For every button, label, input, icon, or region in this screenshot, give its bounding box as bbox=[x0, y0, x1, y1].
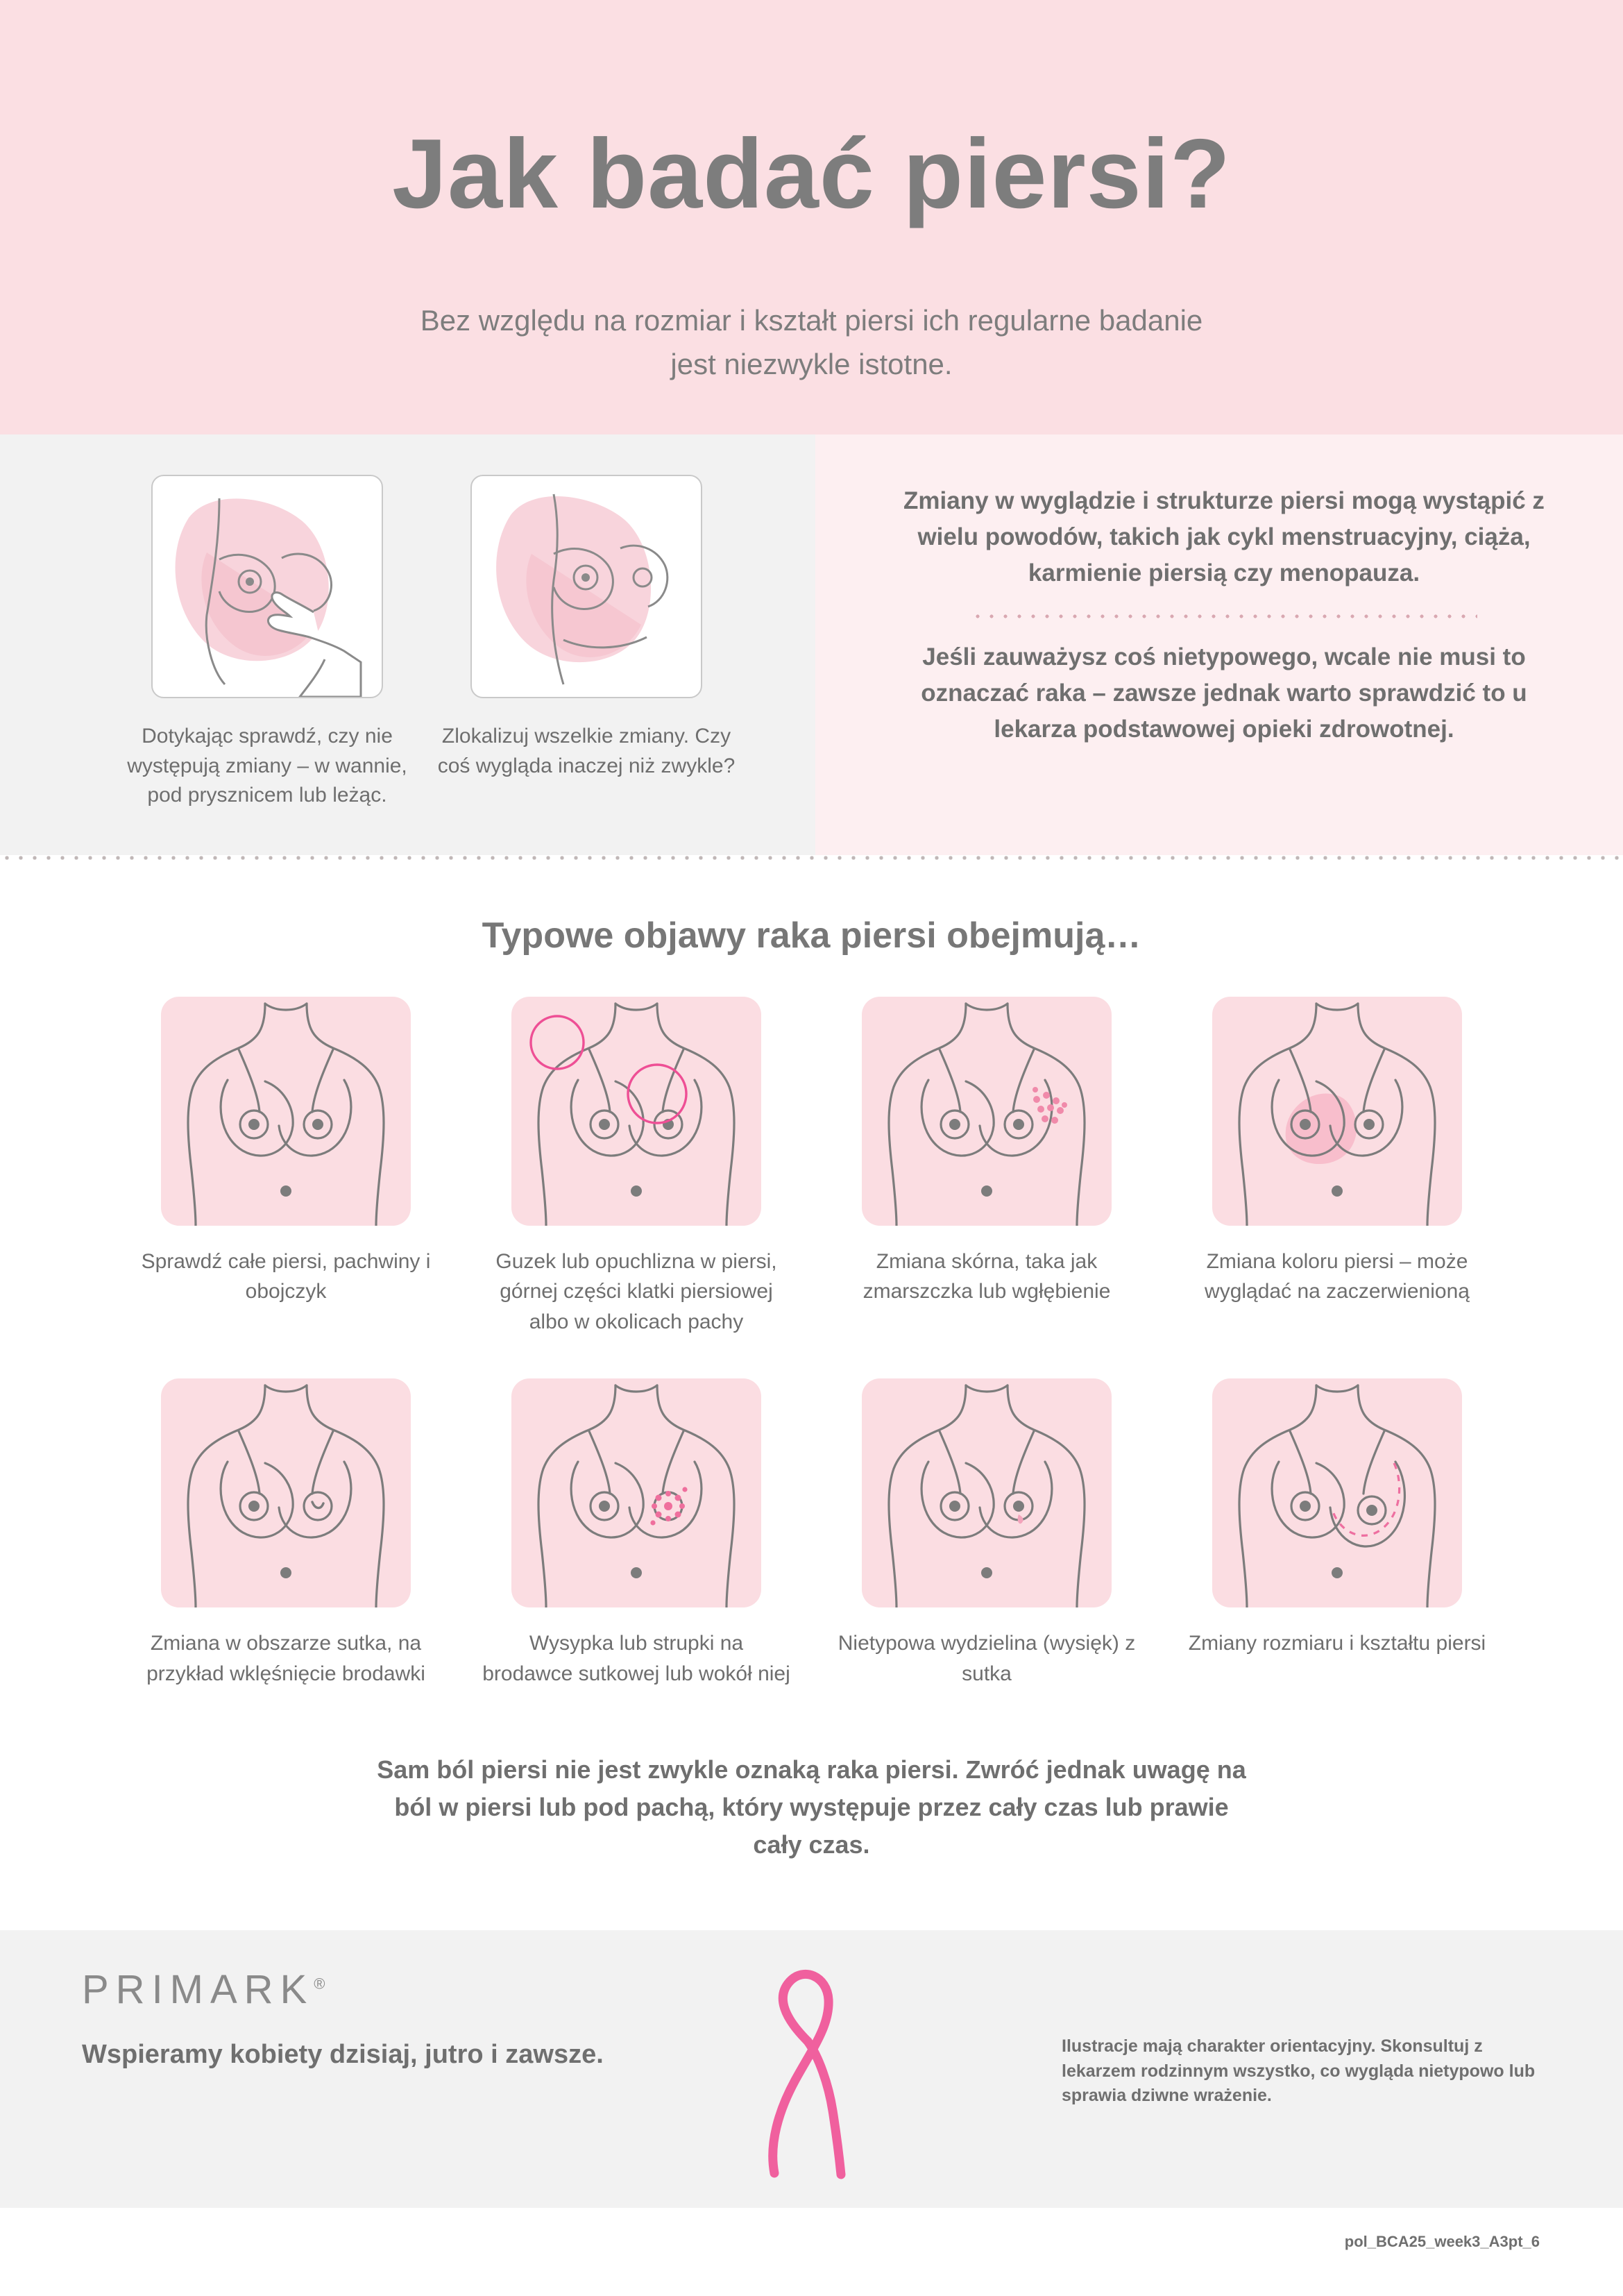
brand-tagline: Wspieramy kobiety dzisiaj, jutro i zawsze. bbox=[82, 2040, 604, 2070]
torso-nipple-discharge-illustration bbox=[862, 1378, 1112, 1607]
symptom-caption: Nietypowa wydzielina (wysięk) z sutka bbox=[838, 1632, 1136, 1685]
step-caption: Dotykając sprawdź, czy nie występują zmiany – w wannie, pod prysznicem lub leżąc. bbox=[127, 725, 407, 807]
info-paragraph-1: Zmiany w wyglądzie i strukturze piersi mogą wystąpić z wielu powodów, takich jak cykl menstruacyjny, ciąża, karmienie piersią czy menopauza. bbox=[903, 487, 1545, 586]
symptom-item bbox=[132, 1378, 441, 1689]
primark-logo bbox=[82, 1966, 604, 2013]
symptom-item bbox=[833, 1378, 1141, 1689]
symptoms-title: Typowe objawy raka piersi obejmują… bbox=[482, 915, 1141, 956]
symptoms-grid-row-1 bbox=[132, 997, 1492, 1337]
registered-mark: ® bbox=[314, 1975, 325, 1993]
symptom-caption: Wysypka lub strupki na brodawce sutkowej lub wokół niej bbox=[482, 1632, 790, 1685]
symptom-item bbox=[132, 997, 441, 1337]
section-dotted-divider bbox=[0, 855, 1623, 861]
pink-awareness-ribbon-icon bbox=[736, 1958, 881, 2191]
symptom-caption: Zmiany rozmiaru i kształtu piersi bbox=[1188, 1632, 1486, 1655]
symptom-caption: Sprawdź całe piersi, pachwiny i obojczyk bbox=[141, 1249, 431, 1303]
torso-skin-dimpling-illustration bbox=[862, 997, 1112, 1226]
symptom-caption: Zmiana skórna, taka jak zmarszczka lub wgłębienie bbox=[863, 1249, 1111, 1303]
symptom-item bbox=[1183, 1378, 1492, 1689]
torso-size-shape-change-illustration bbox=[1212, 1378, 1462, 1607]
page-footer bbox=[0, 1930, 1623, 2208]
torso-check-all-areas-illustration bbox=[161, 997, 411, 1226]
step-item bbox=[437, 475, 736, 811]
footer-disclaimer: Ilustracje mają charakter orientacyjny. Skonsultuj z lekarzem rodzinnym wszystko, co wygląda nietypowo lub sprawia dziwne wrażenie. bbox=[1062, 2036, 1536, 2106]
torso-lump-circles-illustration bbox=[511, 997, 761, 1226]
artwork-code: pol_BCA25_week3_A3pt_6 bbox=[1344, 2233, 1540, 2251]
brand-block bbox=[82, 1966, 604, 2074]
dotted-divider bbox=[971, 614, 1477, 618]
how-to-check-steps bbox=[0, 434, 815, 855]
symptoms-grid-row-2 bbox=[132, 1378, 1492, 1689]
torso-colour-change-illustration bbox=[1212, 997, 1462, 1226]
torso-inverted-nipple-illustration bbox=[161, 1378, 411, 1607]
info-paragraph-2: Jeśli zauważysz coś nietypowego, wcale nie musi to oznaczać raka – zawsze jednak warto sprawdzić to u lekarza podstawowej opieki zdrowotnej. bbox=[921, 643, 1527, 743]
breast-side-view-illustration bbox=[470, 475, 702, 698]
pain-note: Sam ból piersi nie jest zwykle oznaką raka piersi. Zwróć jednak uwagę na ból w piersi lub pod pachą, który występuje przez cały czas lub prawie cały czas. bbox=[377, 1755, 1246, 1859]
page-title: Jak badać piersi? bbox=[392, 119, 1231, 229]
symptom-caption: Zmiana koloru piersi – może wyglądać na zaczerwienioną bbox=[1205, 1249, 1470, 1303]
step-caption: Zlokalizuj wszelkie zmiany. Czy coś wygląda inaczej niż zwykle? bbox=[437, 725, 736, 777]
symptom-item bbox=[833, 997, 1141, 1337]
how-to-check-section bbox=[0, 434, 1623, 855]
hand-on-breast-illustration bbox=[151, 475, 383, 698]
info-panel bbox=[815, 434, 1623, 855]
symptom-caption: Guzek lub opuchlizna w piersi, górnej części klatki piersiowej albo w okolicach pachy bbox=[495, 1249, 777, 1333]
step-item bbox=[118, 475, 416, 811]
symptoms-section bbox=[0, 861, 1623, 1864]
symptom-item bbox=[482, 1378, 791, 1689]
page-header bbox=[0, 0, 1623, 434]
symptom-caption: Zmiana w obszarze sutka, na przykład wklęśnięcie brodawki bbox=[146, 1632, 425, 1685]
primark-logo-text: PRIMARK bbox=[82, 1967, 314, 2013]
torso-nipple-rash-illustration bbox=[511, 1378, 761, 1607]
symptom-item bbox=[482, 997, 791, 1337]
symptom-item bbox=[1183, 997, 1492, 1337]
page-subtitle: Bez względu na rozmiar i kształt piersi ich regularne badanie jest niezwykle istotne. bbox=[420, 304, 1203, 380]
